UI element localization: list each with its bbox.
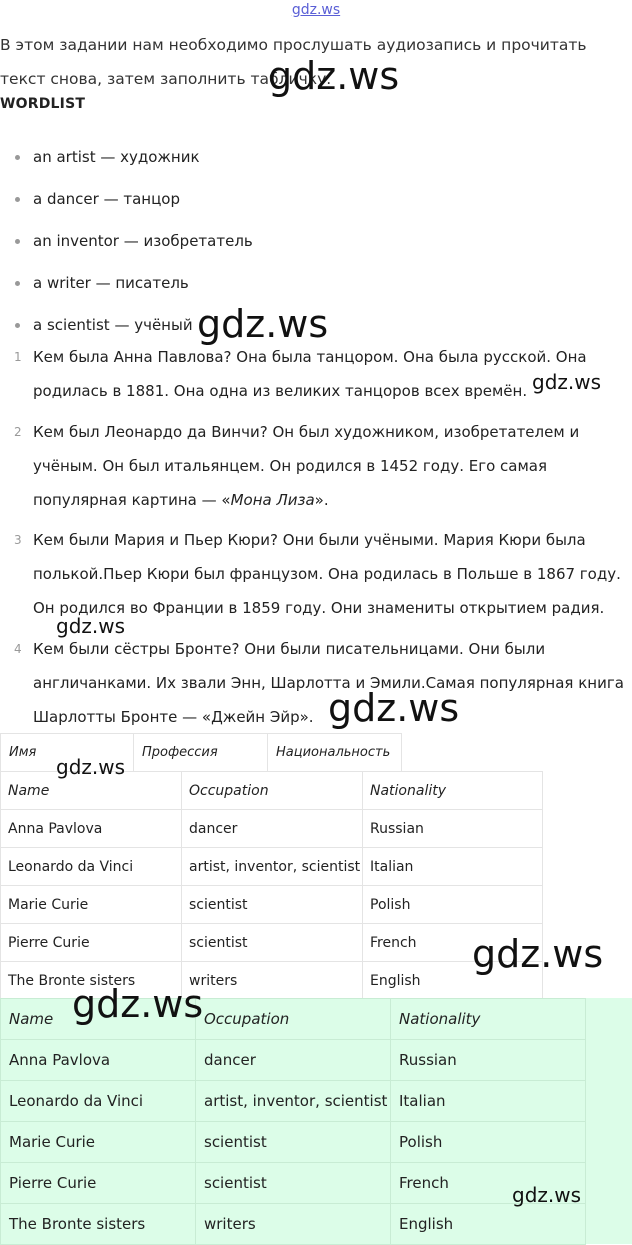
watermark: gdz.ws [72,982,204,1026]
table-row [1,1122,586,1163]
answer-text: Кем была Анна Павлова? Она была танцором. Она была русской. Она родилась в 1881. Она одна из великих танцоров всех времён. [33,348,587,400]
bullet-icon [15,281,20,286]
table-cell: Leonardo da Vinci [1,1081,196,1122]
table-cell: Italian [391,1081,586,1122]
column-header: Occupation [182,772,363,810]
table-cell: Pierre Curie [1,924,182,962]
table-cell: scientist [196,1122,391,1163]
wordlist-item [0,182,620,224]
answer-table [0,771,543,1000]
watermark: gdz.ws [268,54,400,98]
wordlist-item-text: an artist — художник [33,148,200,166]
table-row [1,848,543,886]
table-cell: Pierre Curie [1,1163,196,1204]
watermark: gdz.ws [532,370,602,394]
bullet-icon [15,155,20,160]
answer-number: 4 [14,642,22,656]
table-cell: Polish [391,1122,586,1163]
table-cell: writers [196,1204,391,1245]
wordlist-item-text: a writer — писатель [33,274,189,292]
table-cell: Polish [363,886,543,924]
answer-text: Кем были Мария и Пьер Кюри? Они были учёными. Мария Кюри была полькой.Пьер Кюри был французом. Она родилась в Польше в 1867 году. Он родился во Франции в 1859 году. Они знамениты открытием радия. [33,531,621,617]
table-row [1,1040,586,1081]
bullet-icon [15,197,20,202]
table-cell: French [363,924,543,962]
table-cell: dancer [182,810,363,848]
watermark: gdz.ws [56,755,126,779]
table-cell: artist, inventor, scientist [182,848,363,886]
column-header: Name [1,772,182,810]
watermark: gdz.ws [328,686,460,730]
table-cell: The Bronte sisters [1,962,182,1000]
table-cell: artist, inventor, scientist [196,1081,391,1122]
table-row [1,1204,586,1245]
table-cell: English [363,962,543,1000]
bullet-icon [15,323,20,328]
wordlist-item-text: a scientist — учёный [33,316,193,334]
wordlist-item [0,224,620,266]
answer-table-green [0,998,586,1245]
table-cell: Italian [363,848,543,886]
column-header: Nationality [391,999,586,1040]
table-cell: Russian [391,1040,586,1081]
table-row [1,886,543,924]
wordlist-item-text: a dancer — танцор [33,190,181,208]
answer-table-green-panel [0,998,632,1244]
answer-text: Кем был Леонардо да Винчи? Он был художником, изобретателем и учёным. Он был итальянцем. Он родился в 1452 году. Его самая популярная картина — «Мона Лиза». [33,423,580,509]
table-cell: scientist [196,1163,391,1204]
watermark: gdz.ws [56,614,126,638]
table-row [1,924,543,962]
table-cell: Leonardo da Vinci [1,848,182,886]
watermark: gdz.ws [512,1183,582,1207]
table-cell: writers [182,962,363,1000]
answer-number: 2 [14,425,22,439]
table-cell: scientist [182,886,363,924]
column-header: Nationality [363,772,543,810]
site-link[interactable]: gdz.ws [291,2,341,18]
tab-nationality[interactable]: Национальность [267,733,402,771]
answer-number: 3 [14,533,22,547]
watermark: gdz.ws [197,302,329,346]
table-cell: Marie Curie [1,1122,196,1163]
table-cell: scientist [182,924,363,962]
table-cell: Anna Pavlova [1,810,182,848]
tab-name[interactable]: Имя [0,733,134,771]
watermark: gdz.ws [472,932,604,976]
table-cell: Anna Pavlova [1,1040,196,1081]
table-cell: English [391,1204,586,1245]
column-header: Name [1,999,196,1040]
tab-occupation[interactable]: Профессия [133,733,268,771]
wordlist-title: WORDLIST [0,96,86,112]
table-row [1,1163,586,1204]
intro-text: В этом задании нам необходимо прослушать аудиозапись и прочитать текст снова, затем заполнить табличку. [0,36,587,88]
wordlist-item [0,140,620,182]
bullet-icon [15,239,20,244]
table-cell: The Bronte sisters [1,1204,196,1245]
table-cell: French [391,1163,586,1204]
table-row [1,810,543,848]
table-cell: Russian [363,810,543,848]
table-row [1,1081,586,1122]
wordlist-item-text: an inventor — изобретатель [33,232,253,250]
painting-title: Мона Лиза [230,491,315,509]
answer-number: 1 [14,350,22,364]
table-cell: dancer [196,1040,391,1081]
table-cell: Marie Curie [1,886,182,924]
column-header: Occupation [196,999,391,1040]
answer-text: Кем были сёстры Бронте? Они были писательницами. Они были англичанками. Их звали Энн, Шарлотта и Эмили.Самая популярная книга Шарлотты Бронте — «Джейн Эйр». [33,640,624,726]
